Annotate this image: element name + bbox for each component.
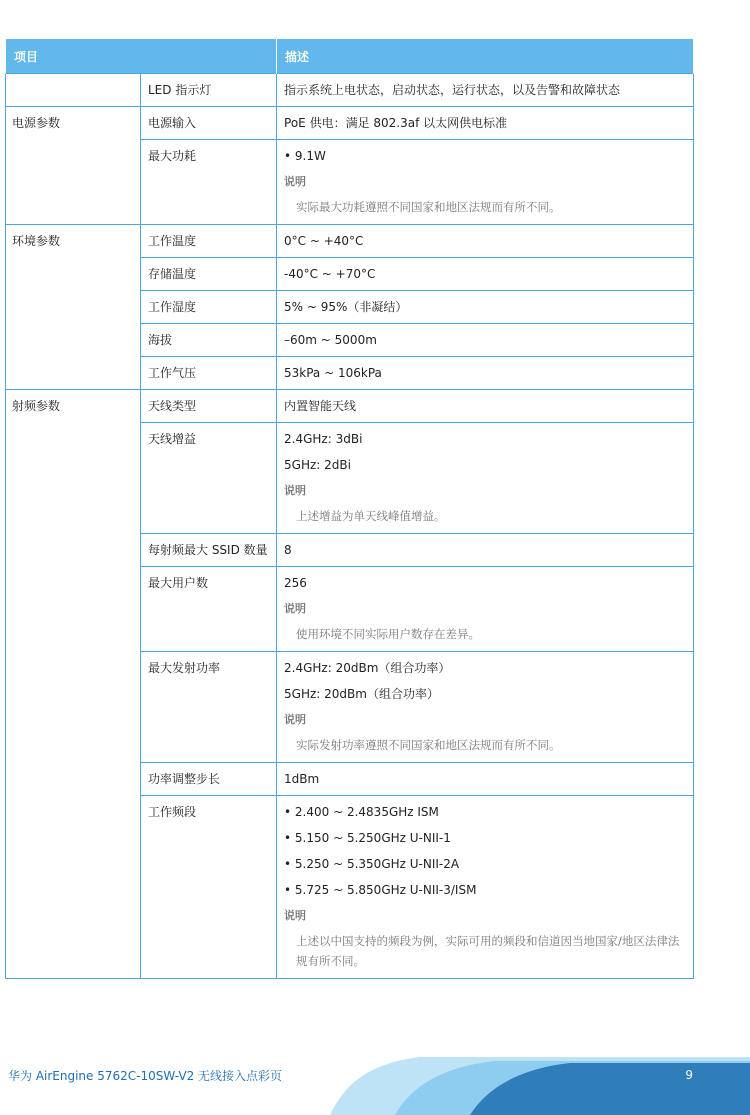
item-cell (141, 652, 277, 763)
description-cell (277, 140, 694, 225)
item-label: 功率调整步长 (148, 772, 221, 786)
item-label: 存储温度 (148, 267, 197, 281)
item-label: 工作湿度 (148, 300, 197, 314)
note-title: 说明 (284, 909, 307, 922)
item-cell (141, 258, 277, 291)
item-cell (141, 796, 277, 979)
table-row (6, 74, 694, 107)
description-line: 5% ~ 95%（非凝结） (284, 300, 408, 314)
item-cell (141, 390, 277, 423)
description-cell (277, 763, 694, 796)
table-header-row (6, 39, 694, 74)
note-text: 实际发射功率遵照不同国家和地区法规而有所不同。 (296, 738, 561, 752)
note-text: 上述增益为单天线峰值增益。 (296, 509, 446, 523)
table-row (6, 390, 694, 423)
item-cell (141, 423, 277, 534)
description-cell (277, 423, 694, 534)
note-title: 说明 (284, 484, 307, 497)
bullet-item: • 5.150 ~ 5.250GHz U-NII-1 (284, 829, 686, 847)
item-label: 工作温度 (148, 234, 197, 248)
category-label: 射频参数 (12, 399, 61, 413)
description-line: –60m ~ 5000m (284, 333, 377, 347)
category-cell (6, 390, 141, 979)
bullet-item: • 2.400 ~ 2.4835GHz ISM (284, 803, 686, 821)
note-text: 实际最大功耗遵照不同国家和地区法规而有所不同。 (296, 200, 561, 214)
category-label: 电源参数 (12, 116, 61, 130)
table-body (6, 74, 694, 979)
page-number: 9 (685, 1068, 693, 1082)
description-line: 2.4GHz: 3dBi (284, 432, 363, 446)
bullet-item: • 5.250 ~ 5.350GHz U-NII-2A (284, 855, 686, 873)
note-text: 上述以中国支持的频段为例，实际可用的频段和信道因当地国家/地区法律法规有所不同。 (296, 934, 680, 968)
note-text: 使用环境不同实际用户数存在差异。 (296, 627, 481, 641)
description-line: 内置智能天线 (284, 399, 357, 413)
item-label: 海拔 (148, 333, 173, 347)
item-label: 工作气压 (148, 366, 197, 380)
item-cell (141, 534, 277, 567)
category-cell (6, 107, 141, 225)
item-cell (141, 357, 277, 390)
header-description: 描述 (277, 39, 694, 74)
item-label: 最大功耗 (148, 149, 197, 163)
spec-table (5, 38, 694, 979)
category-label: 环境参数 (12, 234, 61, 248)
table-row (6, 107, 694, 140)
description-line: 256 (284, 576, 307, 590)
item-cell (141, 74, 277, 107)
note-title: 说明 (284, 713, 307, 726)
note-title: 说明 (284, 602, 307, 615)
description-line: 5GHz: 20dBm（组合功率） (284, 687, 439, 701)
footer-title: 华为 AirEngine 5762C-10SW-V2 无线接入点彩页 (8, 1069, 283, 1083)
description-cell (277, 74, 694, 107)
item-label: 天线增益 (148, 432, 197, 446)
item-label: LED 指示灯 (148, 83, 212, 97)
item-cell (141, 324, 277, 357)
description-line: -40°C ~ +70°C (284, 267, 376, 281)
item-label: 每射频最大 SSID 数量 (148, 543, 268, 557)
item-cell (141, 763, 277, 796)
description-cell (277, 796, 694, 979)
note-title: 说明 (284, 175, 307, 188)
description-cell (277, 107, 694, 140)
description-line: 2.4GHz: 20dBm（组合功率） (284, 661, 451, 675)
description-cell (277, 390, 694, 423)
category-cell (6, 74, 141, 107)
description-line: 0°C ~ +40°C (284, 234, 364, 248)
category-cell (6, 225, 141, 390)
description-cell (277, 534, 694, 567)
item-cell (141, 291, 277, 324)
description-line: PoE 供电：满足 802.3af 以太网供电标准 (284, 116, 508, 130)
item-label: 工作频段 (148, 805, 197, 819)
item-cell (141, 567, 277, 652)
header-item: 项目 (6, 39, 277, 74)
item-label: 电源输入 (148, 116, 197, 130)
description-line: 1dBm (284, 772, 320, 786)
description-line: 指示系统上电状态，启动状态，运行状态，以及告警和故障状态 (284, 83, 621, 97)
item-label: 天线类型 (148, 399, 197, 413)
footer (0, 1053, 750, 1115)
description-cell (277, 567, 694, 652)
description-line: 5GHz: 2dBi (284, 458, 351, 472)
description-line: 8 (284, 543, 292, 557)
description-cell (277, 291, 694, 324)
description-cell (277, 324, 694, 357)
description-cell (277, 652, 694, 763)
item-cell (141, 225, 277, 258)
description-cell (277, 357, 694, 390)
description-cell (277, 225, 694, 258)
description-cell (277, 258, 694, 291)
item-label: 最大发射功率 (148, 661, 221, 675)
item-label: 最大用户数 (148, 576, 209, 590)
item-cell (141, 140, 277, 225)
description-line: 53kPa ~ 106kPa (284, 366, 382, 380)
item-cell (141, 107, 277, 140)
bullet-item: • 9.1W (284, 147, 686, 165)
bullet-item: • 5.725 ~ 5.850GHz U-NII-3/ISM (284, 881, 686, 899)
footer-wave-graphic (0, 1053, 750, 1115)
table-row (6, 225, 694, 258)
